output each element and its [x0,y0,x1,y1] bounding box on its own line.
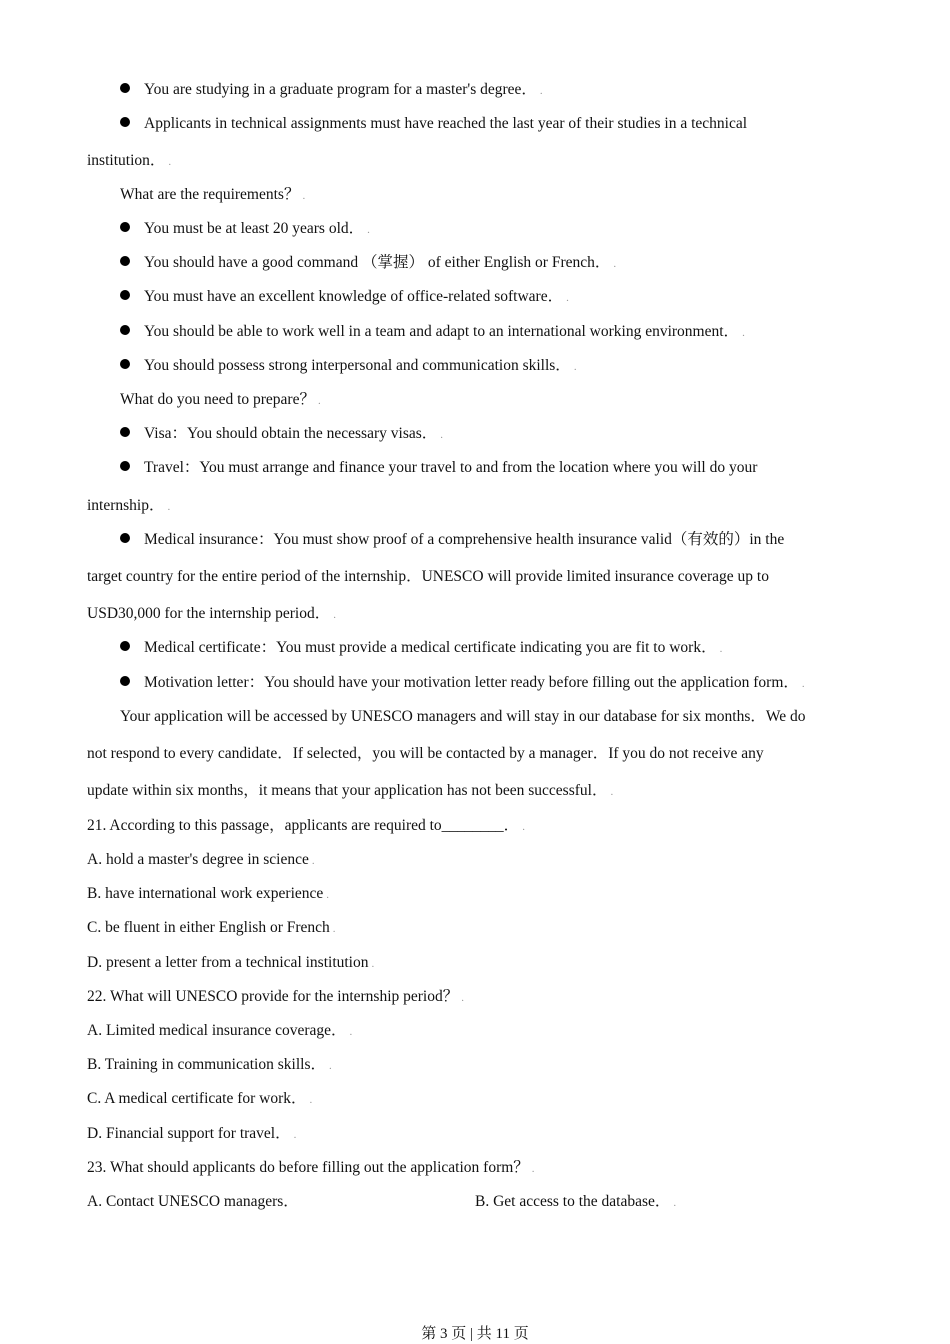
paragraph-mark: . [311,855,315,867]
paragraph-mark: . [531,1163,535,1175]
preparation-item: Motivation letter：You should have your motivation letter ready before filling out the application form． . [120,673,805,694]
bullet-icon [120,256,130,266]
answer-option: B. have international work experience . [87,885,330,902]
answer-option: A. Limited medical insurance coverage． . [87,1022,353,1039]
answer-option: D. Financial support for travel． . [87,1125,297,1142]
paragraph-mark: . [317,395,321,407]
closing-paragraph-continued: not respond to every candidate．If selected，you will be contacted by a manager．If you do not receive any [87,745,764,762]
closing-paragraph: Your application will be accessed by UNESCO managers and will stay in our database for six months．We do [120,708,806,725]
bullet-icon [120,222,130,232]
section-heading-requirements: What are the requirements？ . [120,186,306,203]
requirement-item: You should possess strong interpersonal and communication skills． . [120,356,577,377]
preparation-item-continued: target country for the entire period of the internship．UNESCO will provide limited insurance coverage up to [87,568,769,585]
bullet-icon [120,117,130,127]
answer-option: C. A medical certificate for work． . [87,1090,313,1107]
paragraph-mark: . [326,889,330,901]
page-number: 第 3 页 | 共 11 页 [421,1326,529,1342]
paragraph-mark: . [309,1094,313,1106]
question-stem: 21. According to this passage，applicants are required to________． . [87,817,525,834]
preparation-item-continued: USD30,000 for the internship period． . [87,605,336,622]
answer-option: A. Contact UNESCO managers． [87,1193,299,1210]
paragraph-mark: . [801,678,805,690]
paragraph-mark: . [371,958,375,970]
paragraph-mark: . [522,821,525,833]
bullet-icon [120,533,130,543]
bullet-icon [120,83,130,93]
answer-option: D. present a letter from a technical institution . [87,954,375,971]
requirement-item: You should be able to work well in a team and adapt to an international working environment． . [120,322,745,343]
bullet-icon [120,325,130,335]
answer-option: B. Get access to the database． . [475,1193,677,1210]
paragraph-mark: . [367,224,370,236]
bullet-icon [120,461,130,471]
preparation-item: Travel：You must arrange and finance your travel to and from the location where you will do your [120,458,757,478]
closing-paragraph-continued: update within six months，it means that your application has not been successful． . [87,782,614,799]
paragraph-mark: . [302,190,306,202]
paragraph-mark: . [461,992,464,1004]
paragraph-mark: . [332,923,336,935]
paragraph-mark: . [333,609,336,621]
paragraph-mark: . [539,85,543,97]
preparation-item: Medical certificate：You must provide a medical certificate indicating you are fit to work． . [120,638,722,659]
paragraph-mark: . [673,1197,677,1209]
bullet-icon [120,359,130,369]
question-stem: 23. What should applicants do before filling out the application form？ . [87,1159,535,1176]
requirement-item: You should have a good command （掌握） of either English or French． . [120,253,616,274]
preparation-item: Medical insurance：You must show proof of a comprehensive health insurance valid（有效的）in the [120,530,784,550]
preparation-item: Visa：You should obtain the necessary visas． . [120,424,443,445]
paragraph-mark: . [566,292,569,304]
paragraph-mark: . [328,1060,332,1072]
paragraph-mark: . [610,786,614,798]
requirement-item: You must be at least 20 years old． . [120,219,370,240]
eligibility-item: You are studying in a graduate program for a master's degree． . [120,80,543,101]
requirement-item: You must have an excellent knowledge of office-related software． . [120,287,569,308]
paragraph-mark: . [293,1129,297,1141]
paragraph-mark: . [573,361,577,373]
paragraph-mark: . [742,327,745,339]
paragraph-mark: . [349,1026,353,1038]
bullet-icon [120,641,130,651]
paragraph-mark: . [719,643,723,655]
bullet-icon [120,427,130,437]
section-heading-prepare: What do you need to prepare？ . [120,391,321,408]
answer-option: C. be fluent in either English or French . [87,919,336,936]
preparation-item-continued: internship． . [87,497,171,514]
page-footer [0,1324,950,1344]
bullet-icon [120,676,130,686]
question-stem: 22. What will UNESCO provide for the internship period？ . [87,988,464,1005]
eligibility-item-continued: institution． . [87,152,172,169]
paragraph-mark: . [167,501,171,513]
bullet-icon [120,290,130,300]
paragraph-mark: . [613,258,617,270]
paragraph-mark: . [440,429,444,441]
answer-option: A. hold a master's degree in science . [87,851,315,868]
answer-option: B. Training in communication skills． . [87,1056,332,1073]
eligibility-item: Applicants in technical assignments must have reached the last year of their studies in a technical [120,114,747,134]
paragraph-mark: . [168,156,172,168]
